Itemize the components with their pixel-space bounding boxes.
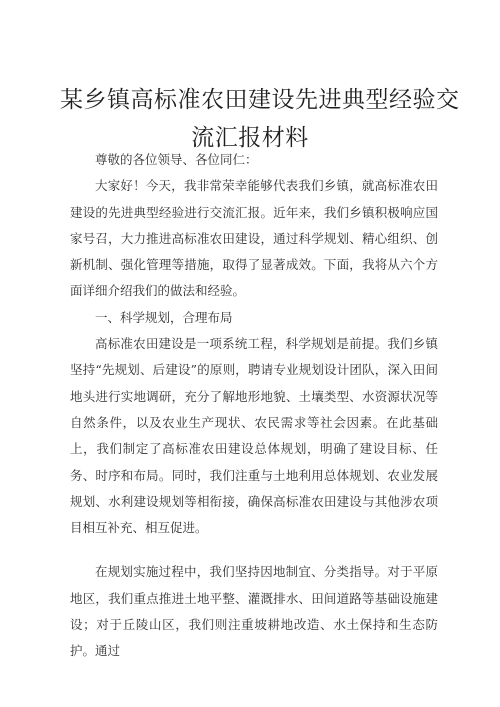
document-title-line-1: 某乡镇高标准农田建设先进典型经验交	[60, 87, 460, 113]
paragraph-planning: 高标准农田建设是一项系统工程，科学规划是前提。我们乡镇坚持“先规划、后建设”的原则，聘请专业规划设计团队，深入田间地头进行实地调研，充分了解地形地貌、土壤类型、水资源状况等自然条件，以及农业生产现状、农民需求等社会因素。在此基础上，我们制定了高标准农田建设总体规划，明确了建设目标、任务、时序和布局。同时，我们注重与土地利用总体规划、农业发展规划、水利建设规划等相衔接，确保高标准农田建设与其他涉农项目相互补充、相互促进。	[70, 336, 438, 536]
paragraph-implementation: 在规划实施过程中，我们坚持因地制宜、分类指导。对于平原地区，我们重点推进土地平整、灌溉排水、田间道路等基础设施建设；对于丘陵山区，我们则注重坡耕地改造、水土保持和生态防护。通过	[70, 564, 438, 659]
document-title-line-2: 流汇报材料	[191, 125, 309, 151]
salutation: 尊敬的各位领导、各位同仁：	[95, 152, 258, 167]
document-body	[70, 147, 438, 665]
paragraph-intro: 大家好！今天，我非常荣幸能够代表我们乡镇，就高标准农田建设的先进典型经验进行交流汇报。近年来，我们乡镇积极响应国家号召，大力推进高标准农田建设，通过科学规划、精心组织、创新机制、强化管理等措施，取得了显著成效。下面，我将从六个方面详细介绍我们的做法和经验。	[70, 178, 438, 299]
section-heading-1: 一、科学规划，合理布局	[95, 309, 233, 325]
